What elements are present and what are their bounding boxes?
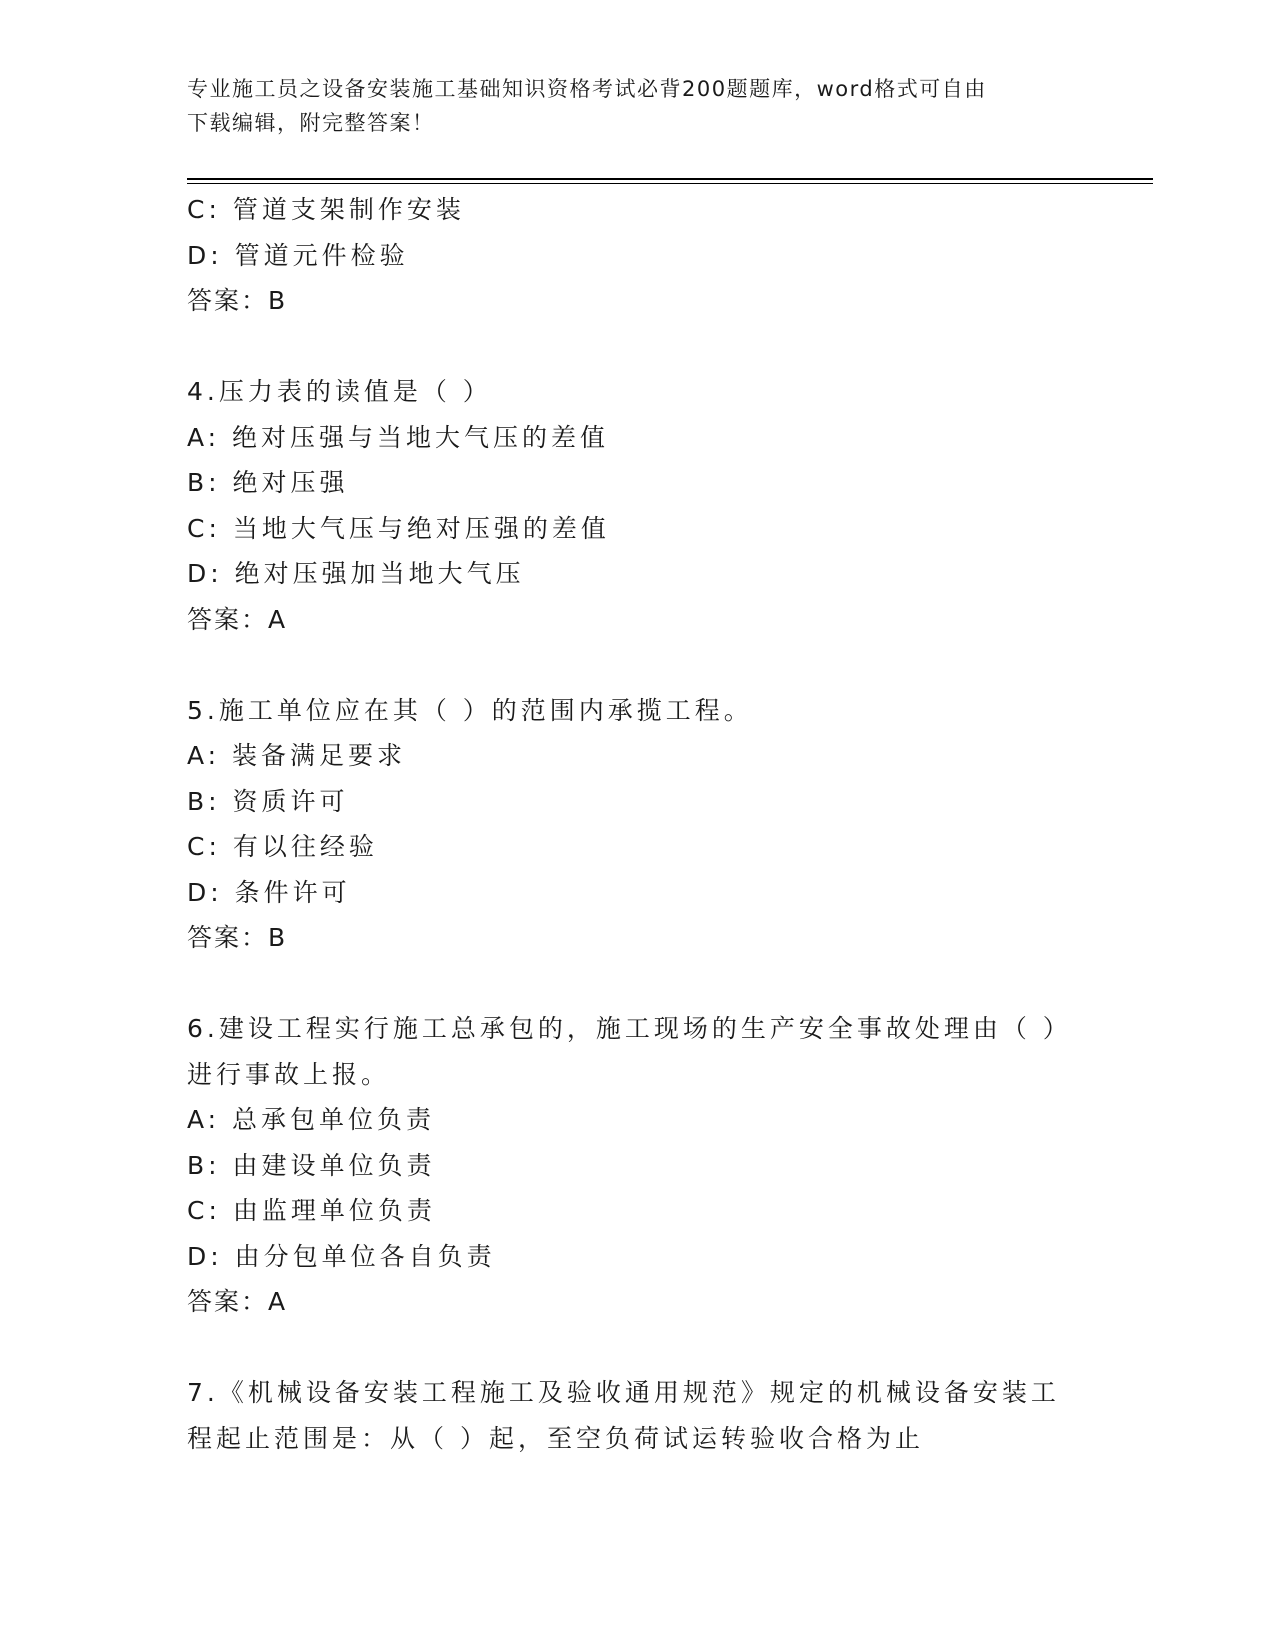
header-line-1: 专业施工员之设备安装施工基础知识资格考试必背200题题库，word格式可自由 (187, 77, 987, 101)
header-divider-thick (187, 178, 1153, 180)
spacer (187, 324, 1087, 370)
option-a: A: 绝对压强与当地大气压的差值 (187, 422, 610, 452)
option-d: D: 管道元件检验 (187, 240, 409, 270)
question-4 (187, 369, 1087, 642)
question-stem-line-1: 6.建设工程实行施工总承包的，施工现场的生产安全事故处理由（ ） (187, 1014, 1072, 1043)
question-stem: 4.压力表的读值是（ ） (187, 377, 492, 406)
option-c: C: 有以往经验 (187, 832, 378, 861)
option-d: D: 条件许可 (187, 877, 351, 907)
header-line-2: 下载编辑，附完整答案！ (187, 111, 435, 135)
question-stem-line-2: 进行事故上报。 (187, 1059, 391, 1089)
question-3-tail (187, 187, 1087, 324)
question-6 (187, 1006, 1087, 1325)
document-header (187, 72, 1087, 140)
option-d: D: 绝对压强加当地大气压 (187, 559, 525, 588)
option-b: B: 由建设单位负责 (187, 1150, 436, 1180)
question-stem-line-1: 7.《机械设备安装工程施工及验收通用规范》规定的机械设备安装工 (187, 1378, 1060, 1407)
option-d: D: 由分包单位各自负责 (187, 1241, 496, 1271)
answer: 答案：A (187, 1287, 288, 1316)
question-stem-line-2: 程起止范围是：从（ ）起，至空负荷试运转验收合格为止 (187, 1423, 924, 1453)
spacer (187, 642, 1087, 688)
option-c: C: 当地大气压与绝对压强的差值 (187, 513, 610, 543)
question-list (187, 187, 1087, 1461)
option-a: A: 装备满足要求 (187, 741, 407, 770)
answer: 答案：B (187, 286, 288, 315)
question-stem: 5.施工单位应在其（ ）的范围内承揽工程。 (187, 695, 753, 725)
question-5 (187, 688, 1087, 961)
option-c: C: 由监理单位负责 (187, 1196, 436, 1225)
spacer (187, 1325, 1087, 1371)
spacer (187, 961, 1087, 1007)
question-7 (187, 1370, 1087, 1461)
option-c: C: 管道支架制作安装 (187, 195, 465, 224)
answer: 答案：A (187, 604, 288, 634)
option-b: B: 绝对压强 (187, 468, 349, 497)
option-a: A: 总承包单位负责 (187, 1105, 436, 1134)
answer: 答案：B (187, 923, 288, 952)
option-b: B: 资质许可 (187, 786, 349, 816)
header-divider-thin (187, 183, 1153, 184)
